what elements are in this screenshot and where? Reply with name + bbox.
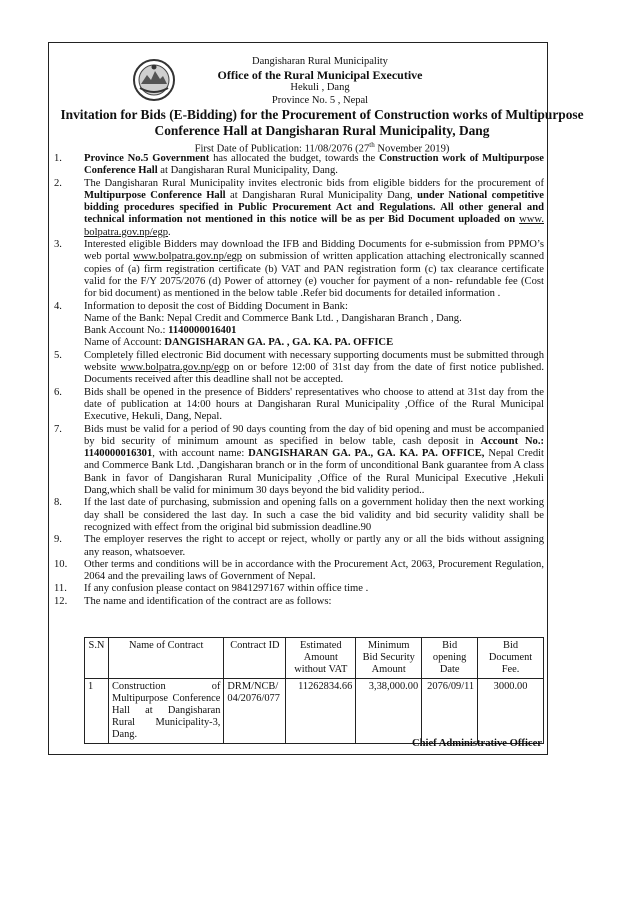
publication-date: First Date of Publication: 11/08/2076 (27th November 2019): [194, 141, 450, 155]
signature-title: Chief Administrative Officer: [411, 738, 542, 749]
list-item: 9. The employer reserves the right to accept or reject, wholly or partly any or all the bids without assigning any reason, whatsoever.: [54, 534, 544, 558]
column-header: Bid opening Date: [422, 638, 478, 679]
contract-table: [84, 637, 544, 744]
notice-title: Invitation for Bids (E-Bidding) for the Procurement of Construction works of Multipurpose Conference Hall at Dangisharan Rural Municipality, Dang: [60, 107, 584, 138]
table-cell: 11262834.66: [286, 679, 356, 744]
table-cell: 2076/09/11: [422, 679, 478, 744]
province-line: Province No. 5 , Nepal: [271, 95, 369, 106]
list-item: 2. The Dangisharan Rural Municipality invites electronic bids from eligible bidders for the procurement of Multipurpose Conference Hall at Dangisharan Rural Municipality Dang, under National competitive bidding procedures specified in Public Procurement Act and Regulations. All other general and technical information not mentioned in this notice will be as per Bid Document uploaded on www. bolpatra.gov.np/egp.: [54, 177, 545, 238]
list-item: 3. Interested eligible Bidders may download the IFB and Bidding Documents for e-submission from PPMO’s web portal www.bolpatra.gov.np/egp on submission of written application attaching electronically scanned copies of (a) firm registration certificate (b) VAT and PAN registration form (c) tax clearance certificate valid for the F/Y 2075/2076 (d) Power of attorney (e) voucher for payment of a non- refundable fee (Cost for bid document) as mentioned in the below table .Refer bid documents for detailed information .: [54, 239, 544, 300]
list-item: 6. Bids shall be opened in the presence of Bidders' representatives who choose to attend at 31st day from the date of publication at 14:00 hours at Dangisharan Rural Municipality ,Office of the Rural Municipal Executive, Hekuli, Dang, Nepal.: [54, 386, 544, 423]
notice-items: [54, 153, 544, 608]
table-cell: 3000.00: [478, 679, 544, 744]
table-cell: DRM/NCB/ 04/2076/077: [224, 679, 286, 744]
column-header: S.N: [85, 638, 109, 679]
column-header: Minimum Bid Security Amount: [356, 638, 422, 679]
bolpatra-link[interactable]: www.bolpatra.gov.np/egp: [133, 251, 243, 263]
office-location: Hekuli , Dang: [290, 82, 350, 93]
list-item: 4. Information to deposit the cost of Bidding Document in Bank: Name of the Bank: Nepal Credit and Commerce Bank Ltd. , Dangisharan Branch , Dang. Bank Account No.: 1140000016401 Name of Account: DANGISHARAN GA. PA. , GA. KA. PA. OFFICE: [54, 300, 462, 349]
list-item: 10. Other terms and conditions will be in accordance with the Procurement Act, 2063, Procurement Regulation, 2064 and the prevailing laws of Government of Nepal.: [54, 558, 544, 583]
list-item: 8. If the last date of purchasing, submission and opening falls on a government holiday then the next working day shall be considered the last day. In such a case the bid validity and bid security validity shall be recognized with effect from the original bid submission deadline.90: [54, 497, 544, 533]
list-item: 7. Bids must be valid for a period of 90 days counting from the day of bid opening and must be accompanied by bid security of minimum amount as specified in below table, cash deposit in Account No.: 1140000016301, with account name: DANGISHARAN GA. PA., GA. KA. PA. OFFICE, Nepal Credit and Commerce Bank Ltd. ,Dangisharan branch or in the form of unconditional Bank guarantee from A class Bank in favor of Dangisharan Rural Municipality ,Office of the Rural Municipal Executive ,Hekuli Dang,which shall be valid for minimum 30 days beyond the bid validity period..: [54, 423, 545, 497]
bolpatra-link[interactable]: www.bolpatra.gov.np/egp: [120, 362, 230, 374]
list-item: 12. The name and identification of the contract are as follows:: [54, 595, 332, 607]
list-item: 11. If any confusion please contact on 9841297167 within office time .: [54, 583, 369, 595]
column-header: Contract ID: [224, 638, 286, 679]
column-header: Name of Contract: [108, 638, 223, 679]
municipality-name: Dangisharan Rural Municipality: [252, 56, 388, 67]
office-name: Office of the Rural Municipal Executive: [217, 68, 423, 82]
table-row: [85, 679, 544, 744]
table-cell: Construction of Multipurpose Conference Hall at Dangisharan Rural Municipality-3, Dang.: [108, 679, 223, 744]
table-header-row: [85, 638, 544, 679]
table-cell: 3,38,000.00: [356, 679, 422, 744]
column-header: Estimated Amount without VAT: [286, 638, 356, 679]
list-item: 5. Completely filled electronic Bid document with necessary supporting documents must be submitted through website www.bolpatra.gov.np/egp on or before 12:00 of 31st day from the date of first notice published. Documents received after this deadline shall not be accepted.: [54, 349, 544, 386]
list-item: 1. Province No.5 Government has allocated the budget, towards the Construction work of Multipurpose Conference Hall at Dangisharan Rural Municipality, Dang.: [54, 153, 544, 177]
column-header: Bid Document Fee.: [478, 638, 544, 679]
table-cell: 1: [85, 679, 109, 744]
bolpatra-link[interactable]: www. bolpatra.gov.np/egp: [84, 214, 544, 238]
